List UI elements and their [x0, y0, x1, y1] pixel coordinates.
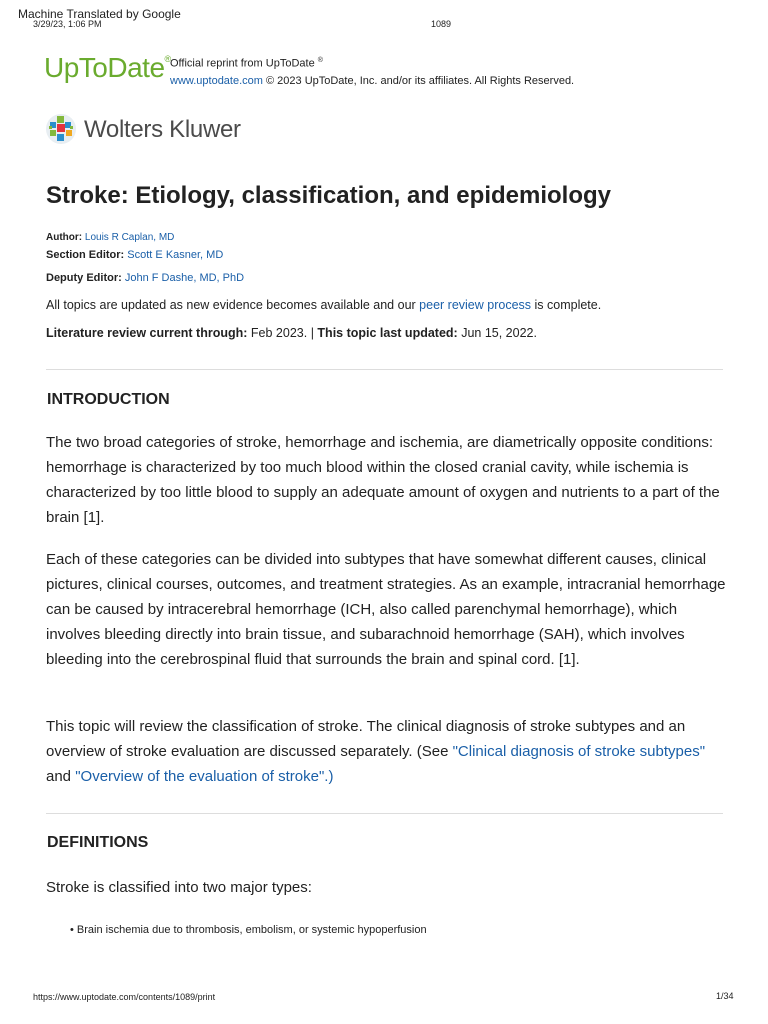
copyright-text: © 2023 UpToDate, Inc. and/or its affiliates. All Rights Reserved.	[266, 75, 575, 87]
clinical-diagnosis-link[interactable]: "Clinical diagnosis of stroke subtypes"	[452, 743, 706, 760]
peer-review-link[interactable]: peer review process	[419, 298, 532, 312]
article-title: Stroke: Etiology, classification, and epidemiology	[46, 182, 611, 209]
uptodate-site-link[interactable]: www.uptodate.com	[170, 75, 263, 87]
author-link[interactable]: Louis R Caplan, MD	[84, 232, 175, 243]
wolters-kluwer-wordmark: Wolters Kluwer	[84, 116, 241, 143]
update-note	[46, 298, 601, 312]
lit-review-label: Literature review current through:	[46, 326, 248, 340]
last-updated-label: This topic last updated:	[317, 326, 458, 340]
reprint-mark: ®	[317, 57, 323, 64]
deputy-editor-link[interactable]: John F Dashe, MD, PhD	[124, 272, 245, 284]
print-timestamp: 3/29/23, 1:06 PM	[33, 19, 102, 29]
stroke-evaluation-link[interactable]: "Overview of the evaluation of stroke".)	[75, 768, 334, 785]
wolters-kluwer-mark-icon	[45, 113, 77, 145]
definitions-paragraph-1: Stroke is classified into two major types:	[46, 879, 312, 896]
section-editor-line	[46, 249, 223, 261]
intro-paragraph-3	[46, 714, 726, 789]
divider	[46, 369, 723, 370]
divider	[46, 813, 723, 814]
intro-paragraph-2: Each of these categories can be divided into subtypes that have somewhat different causes, clinical pictures, clinical courses, outcomes, and treatment strategies. As an example, intracranial hemorrhage can be caused by intracerebral hemorrhage (ICH, also called parenchymal hemorrhage), which involves bleeding directly into brain tissue, and subarachnoid hemorrhage (SAH), which involves bleeding into the cerebrospinal fluid that surrounds the brain and spinal cord. [1].	[46, 551, 726, 668]
lit-review-date: Feb 2023. |	[250, 326, 314, 340]
uptodate-logo-mark: ®	[164, 54, 171, 64]
update-note-before: All topics are updated as new evidence becomes available and our	[46, 298, 416, 312]
update-note-after: is complete.	[534, 298, 602, 312]
print-url: https://www.uptodate.com/contents/1089/print	[33, 992, 216, 1002]
list-item: • Brain ischemia due to thrombosis, embolism, or systemic hypoperfusion	[70, 924, 427, 936]
deputy-editor-line	[46, 272, 244, 284]
intro-paragraph-1: The two broad categories of stroke, hemorrhage and ischemia, are diametrically opposite conditions: hemorrhage is characterized by too much blood within the closed cranial cavity, while ischemia is characterized by too little blood to supply an adequate amount of oxygen and nutrients to a part of the brain [1].	[46, 434, 720, 526]
uptodate-logo-text: UpToDate	[44, 52, 165, 83]
definitions-heading: DEFINITIONS	[47, 834, 149, 851]
introduction-heading: INTRODUCTION	[47, 391, 170, 408]
section-editor-label: Section Editor:	[46, 249, 125, 261]
page-counter: 1/34	[716, 991, 734, 1001]
intro-p3-text: This topic will review the classification of stroke. The clinical diagnosis of stroke subtypes and an overview of stroke evaluation are discussed separately. (See	[46, 718, 686, 760]
author-label: Author:	[46, 232, 83, 243]
author-line	[46, 232, 174, 243]
reprint-text: Official reprint from UpToDate	[170, 57, 315, 70]
machine-translated-label: Machine Translated by Google	[18, 7, 181, 21]
intro-p3-and: and	[46, 768, 72, 785]
literature-review-line	[46, 326, 537, 340]
section-editor-link[interactable]: Scott E Kasner, MD	[127, 249, 224, 261]
print-page-id: 1089	[431, 19, 452, 29]
deputy-editor-label: Deputy Editor:	[46, 272, 122, 284]
copyright-line	[170, 75, 574, 87]
reprint-notice	[170, 57, 323, 70]
uptodate-logo	[44, 52, 171, 84]
last-updated-date: Jun 15, 2022.	[461, 326, 537, 340]
